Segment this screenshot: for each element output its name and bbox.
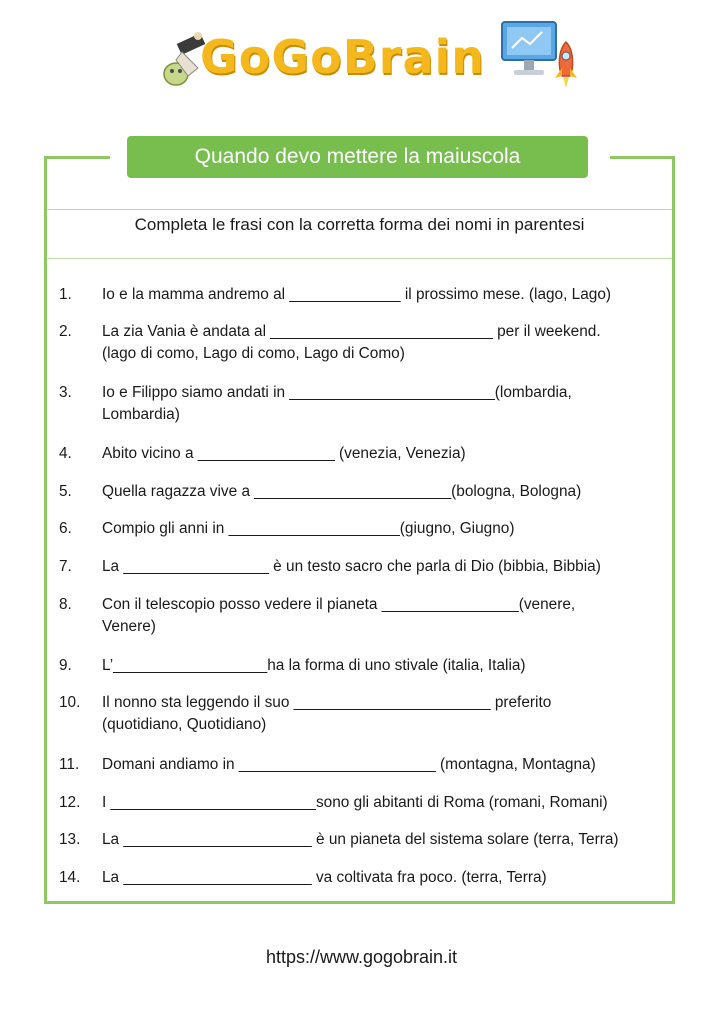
logo-text: GoGoBrain (200, 30, 486, 84)
logo (158, 18, 578, 90)
item-number: 7. (59, 558, 72, 575)
item-number: 11. (59, 756, 80, 773)
item-text: La _________________ è un testo sacro che parla di Dio (bibbia, Bibbia) (102, 558, 601, 575)
item-number: 1. (59, 286, 72, 303)
instruction-text: Completa le frasi con la corretta forma dei nomi in parentesi (134, 215, 585, 234)
footer-url: https://www.gogobrain.it (265, 947, 458, 967)
item-number: 5. (59, 483, 72, 500)
computer-monitor-icon (500, 20, 560, 82)
item-text: La ______________________ va coltivata fra poco. (terra, Terra) (102, 869, 547, 886)
item-text: Abito vicino a ________________ (venezia, Venezia) (102, 445, 466, 462)
rocket-icon (552, 40, 580, 90)
item-number: 10. (59, 694, 81, 711)
item-text: La ______________________ è un pianeta del sistema solare (terra, Terra) (102, 831, 619, 848)
worksheet-title: Quando devo mettere la maiuscola (127, 136, 588, 178)
item-text: Io e la mamma andremo al _____________ il prossimo mese. (lago, Lago) (102, 286, 612, 303)
item-number: 2. (59, 323, 72, 340)
item-text: Io e Filippo siamo andati in ________________________(lombardia, Lombardia) (102, 384, 572, 423)
item-text: I ________________________sono gli abitanti di Roma (romani, Romani) (102, 794, 608, 811)
item-text: Domani andiamo in _______________________ (montagna, Montagna) (102, 756, 596, 773)
item-number: 3. (59, 384, 72, 401)
divider-bottom (47, 258, 672, 259)
item-text: La zia Vania è andata al __________________________ per il weekend. (lago di como, Lago di como, Lago di Como) (102, 323, 601, 362)
item-number: 6. (59, 520, 72, 537)
item-number: 8. (59, 596, 72, 613)
item-text: Con il telescopio posso vedere il pianeta ________________(venere, Venere) (102, 596, 576, 635)
item-number: 13. (59, 831, 81, 848)
item-number: 9. (59, 657, 72, 674)
item-text: Compio gli anni in ____________________(giugno, Giugno) (102, 520, 515, 537)
item-number: 14. (59, 869, 81, 886)
item-text: L’__________________ha la forma di uno stivale (italia, Italia) (102, 657, 526, 674)
item-text: Quella ragazza vive a _______________________(bologna, Bologna) (102, 483, 582, 500)
item-number: 12. (59, 794, 81, 811)
item-number: 4. (59, 445, 72, 462)
item-text: Il nonno sta leggendo il suo _______________________ preferito (quotidiano, Quotidiano) (102, 694, 552, 733)
